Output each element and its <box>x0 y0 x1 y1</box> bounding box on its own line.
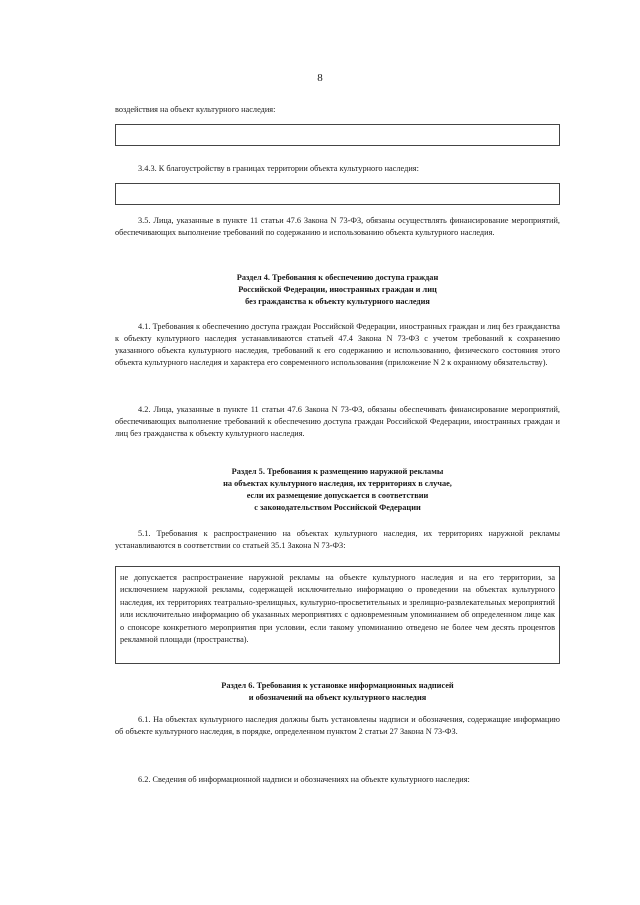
section-6-paragraph-2: 6.2. Сведения об информационной надписи и обозначениях на объекте культурного наследия: <box>138 775 470 784</box>
section-6-heading-line: и обозначений на объект культурного наследия <box>248 693 427 702</box>
section-5-heading-line: Раздел 5. Требования к размещению наружной рекламы <box>231 467 444 476</box>
section-6-heading <box>115 680 560 704</box>
section-5-heading-line: на объектах культурного наследия, их территориях в случае, <box>223 479 452 488</box>
section-4-heading <box>115 272 560 308</box>
section-4-paragraph-1: 4.1. Требования к обеспечению доступа граждан Российской Федерации, иностранных граждан и лиц без гражданства к объекту культурного наследия устанавливаются статьей 47.4 Закона N 73-ФЗ с учетом требований к сохранению указанного объекта культурного наследия, требований к его содержанию и использованию, физического состояния этого объекта культурного наследия и характера его современного использования (приложение N 2 к охранному обязательству). <box>115 322 560 367</box>
empty-field-box-2 <box>115 183 560 205</box>
section-5-heading <box>115 466 560 514</box>
section-6-paragraph-1: 6.1. На объектах культурного наследия должны быть установлены надписи и обозначения, содержащие информацию об объекте культурного наследия, в порядке, определенном пунктом 2 статьи 27 Закона N 73-ФЗ. <box>115 715 560 736</box>
advertising-requirements-text: не допускается распространение наружной рекламы на объекте культурного наследия и на его территории, за исключением наружной рекламы, содержащей исключительно информацию о проведении на объектах культурного наследия, их территориях театрально-зрелищных, культурно-просветительных и зрелищно-развлекательных мероприятий или исключительно информацию об указанных мероприятиях с одновременным упоминанием об определенном лице как о спонсоре конкретного мероприятия при условии, если такому упоминанию отведено не более чем десять процентов рекламной площади (пространства). <box>120 573 555 645</box>
section-5-heading-line: если их размещение допускается в соответствии <box>246 491 429 500</box>
section-5-heading-line: с законодательством Российской Федерации <box>254 503 421 512</box>
section-4-heading-line: Российской Федерации, иностранных граждан и лиц <box>238 285 437 294</box>
section-5-paragraph-1: 5.1. Требования к распространению на объектах культурного наследия, их территориях наружной рекламы устанавливаются в соответствии со статьей 35.1 Закона N 73-ФЗ: <box>115 529 560 550</box>
item-3-4-3-text: 3.4.3. К благоустройству в границах территории объекта культурного наследия: <box>138 164 419 173</box>
section-4-heading-line: Раздел 4. Требования к обеспечению доступа граждан <box>236 273 439 282</box>
page-number: 8 <box>317 72 323 84</box>
empty-field-box-1 <box>115 124 560 146</box>
section-4-paragraph-2: 4.2. Лица, указанные в пункте 11 статьи 47.6 Закона N 73-ФЗ, обязаны обеспечивать финансирование мероприятий, обеспечивающих выполнение требований к обеспечению доступа граждан Российской Федерации, иностранных граждан и лиц без гражданства к объекту культурного наследия. <box>115 405 560 438</box>
intro-tail-line: воздействия на объект культурного наследия: <box>115 105 276 114</box>
item-3-5-paragraph: 3.5. Лица, указанные в пункте 11 статьи 47.6 Закона N 73-ФЗ, обязаны осуществлять финансирование мероприятий, обеспечивающих выполнение требований по содержанию и использованию объекта культурного наследия. <box>115 216 560 237</box>
section-4-heading-line: без гражданства к объекту культурного наследия <box>245 297 430 306</box>
section-6-heading-line: Раздел 6. Требования к установке информационных надписей <box>221 681 454 690</box>
